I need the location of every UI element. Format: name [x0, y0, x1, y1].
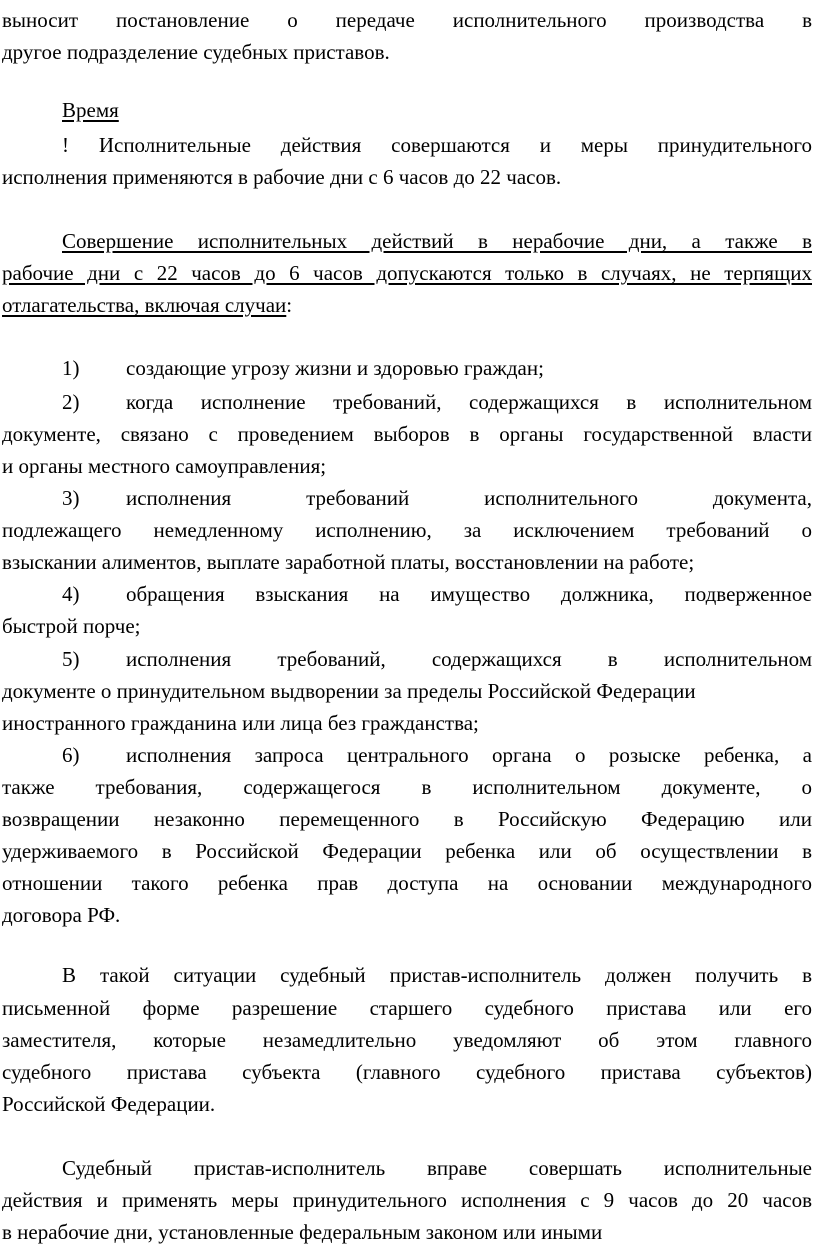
text-line: подлежащего немедленному исполнению, за исключением требований о	[2, 518, 812, 542]
text-line: возвращении незаконно перемещенного в Российскую Федерацию или	[2, 807, 812, 831]
text-line: обращения взыскания на имущество должника, подверженное	[126, 582, 812, 606]
text-line: и органы местного самоуправления;	[2, 454, 327, 478]
text-line: иностранного гражданина или лица без гражданства;	[2, 711, 479, 735]
text-line: выносит постановление о передаче исполнительного производства в	[2, 8, 812, 32]
exclamation-marker: !	[62, 133, 69, 157]
text-line: также требования, содержащегося в исполнительном документе, о	[2, 775, 812, 799]
list-number: 4)	[62, 582, 80, 606]
text-line: исполнения требований исполнительного документа,	[126, 486, 812, 510]
text-line	[62, 130, 812, 160]
text-line: заместителя, которые незамедлительно уведомляют об этом главного	[2, 1028, 812, 1052]
section-heading: Время	[62, 98, 119, 122]
text-line: Совершение исполнительных действий в нерабочие дни, а также в	[62, 229, 812, 253]
text-fragment: :	[286, 293, 293, 317]
list-number: 3)	[62, 486, 80, 510]
list-number: 1)	[62, 356, 80, 380]
text-line: исполнения запроса центрального органа о розыске ребенка, а	[126, 743, 812, 767]
text-line: письменной форме разрешение старшего судебного пристава или его	[2, 996, 812, 1020]
text-line: взыскании алиментов, выплате заработной платы, восстановлении на работе;	[2, 550, 695, 574]
text-line: исполнения требований, содержащихся в исполнительном	[126, 647, 812, 671]
list-number: 6)	[62, 743, 80, 767]
list-number: 2)	[62, 390, 80, 414]
text-line: действия и применять меры принудительного исполнения с 9 часов до 20 часов	[2, 1188, 812, 1212]
text-line: создающие угрозу жизни и здоровью граждан;	[126, 356, 544, 380]
text-fragment: Исполнительные действия совершаются и меры принудительного	[98, 133, 813, 157]
text-line: когда исполнение требований, содержащихся в исполнительном	[126, 390, 812, 414]
text-line: быстрой порче;	[2, 614, 141, 638]
text-line: в нерабочие дни, установленные федеральным законом или иными	[2, 1220, 603, 1244]
text-line: исполнения применяются в рабочие дни с 6 часов до 22 часов.	[2, 165, 562, 189]
text-fragment: отлагательства, включая случаи	[2, 293, 287, 317]
text-line: отношении такого ребенка прав доступа на основании международного	[2, 871, 812, 895]
text-line: удерживаемого в Российской Федерации ребенка или об осуществлении в	[2, 839, 812, 863]
list-number: 5)	[62, 647, 80, 671]
text-line: рабочие дни с 22 часов до 6 часов допускаются только в случаях, не терпящих	[2, 261, 812, 285]
text-line: В такой ситуации судебный пристав-исполнитель должен получить в	[62, 963, 812, 987]
text-line: Российской Федерации.	[2, 1092, 216, 1116]
text-line	[2, 290, 292, 320]
text-line: другое подразделение судебных приставов.	[2, 40, 390, 64]
text-line: Судебный пристав-исполнитель вправе совершать исполнительные	[62, 1156, 812, 1180]
text-line: документе, связано с проведением выборов в органы государственной власти	[2, 422, 812, 446]
text-line: договора РФ.	[2, 903, 121, 927]
text-line: судебного пристава субъекта (главного судебного пристава субъектов)	[2, 1060, 812, 1084]
text-line: документе о принудительном выдворении за пределы Российской Федерации	[2, 679, 696, 703]
